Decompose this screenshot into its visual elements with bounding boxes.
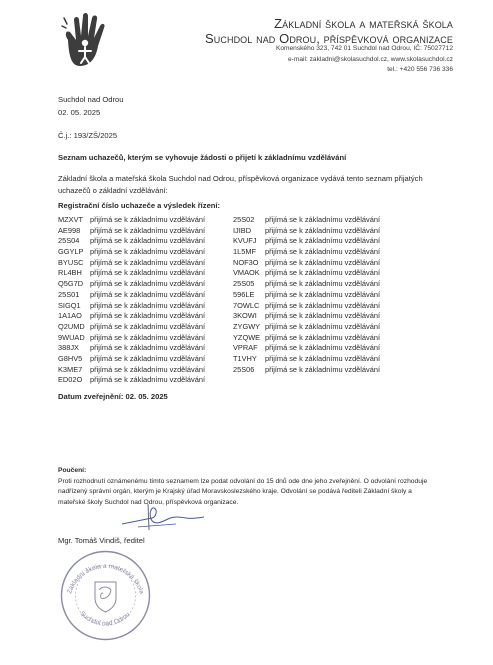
applicant-code: VMAOK	[233, 268, 260, 278]
signatory: Mgr. Tomáš Vindiš, ředitel	[58, 536, 145, 545]
applicant-result: přijímá se k základnímu vzdělávání	[90, 321, 206, 331]
applicant-result: přijímá se k základnímu vzdělávání	[90, 332, 206, 342]
applicant-row	[58, 268, 205, 279]
applicant-result: přijímá se k základnímu vzdělávání	[90, 364, 206, 374]
applicant-result: přijímá se k základnímu vzdělávání	[90, 225, 206, 235]
school-logo-hand-icon	[58, 10, 120, 72]
applicant-row	[58, 333, 205, 344]
applicant-row	[58, 226, 205, 237]
applicant-code: Q2UMD	[58, 321, 85, 331]
applicant-code: 25S06	[233, 364, 255, 374]
applicant-result: přijímá se k základnímu vzdělávání	[265, 343, 381, 353]
applicant-row	[58, 279, 205, 290]
notice-heading: Poučení:	[58, 467, 87, 474]
applicant-row	[233, 301, 380, 312]
applicant-code: YZQWE	[233, 332, 261, 342]
applicant-row	[233, 354, 380, 365]
applicant-result: přijímá se k základnímu vzdělávání	[265, 332, 381, 342]
applicant-code: 9WUAD	[58, 332, 85, 342]
applicant-code: 25S02	[233, 215, 255, 224]
school-contact	[276, 44, 453, 76]
applicant-code: ZYGWY	[233, 321, 261, 331]
document-heading: Seznam uchazečů, kterým se vyhovuje žádosti o přijetí k základnímu vzdělávání	[58, 153, 347, 162]
applicant-result: přijímá se k základnímu vzdělávání	[265, 364, 381, 374]
handwritten-signature	[118, 500, 208, 534]
applicant-code: K3ME7	[58, 364, 83, 374]
document-place: Suchdol nad Odrou	[58, 95, 124, 104]
applicant-result: přijímá se k základnímu vzdělávání	[90, 268, 206, 278]
applicant-row	[233, 236, 380, 247]
applicant-result: přijímá se k základnímu vzdělávání	[265, 257, 381, 267]
applicant-result: přijímá se k základnímu vzdělávání	[265, 268, 381, 278]
notice-text: Proti rozhodnutí oznámenému tímto seznamem lze podat odvolání do 15 dnů ode dne jeho zveřejnění. O odvolání rozhoduje nadřízený správní orgán, kterým je Krajský úřad Moravskoslezského kraje. Odvolání se podává řediteli Základní školy a mateřské školy Suchdol nad Odrou, příspěvková organizace.	[58, 477, 428, 506]
school-name	[205, 16, 453, 46]
applicant-code: BYUSC	[58, 257, 84, 267]
applicant-row	[58, 322, 205, 333]
applicant-row	[58, 311, 205, 322]
applicant-result: přijímá se k základnímu vzdělávání	[265, 236, 381, 246]
applicant-code: ED02O	[58, 375, 83, 385]
applicants-list-right	[233, 215, 380, 375]
applicant-code: 596LE	[233, 289, 255, 299]
applicant-row	[233, 322, 380, 333]
applicant-result: přijímá se k základnímu vzdělávání	[265, 279, 381, 289]
published-label: Datum zveřejnění:	[58, 392, 124, 401]
applicant-row	[233, 247, 380, 258]
school-stamp	[58, 548, 153, 643]
applicant-code: 1L5MF	[233, 247, 257, 257]
applicant-row	[58, 375, 205, 386]
published-date: 02. 05. 2025	[125, 392, 168, 401]
applicant-result: přijímá se k základnímu vzdělávání	[265, 289, 381, 299]
applicant-result: přijímá se k základnímu vzdělávání	[90, 353, 206, 363]
applicant-code: MZXVT	[58, 215, 84, 224]
svg-text:Základní škola a mateřská škol: Základní škola a mateřská škola	[66, 562, 145, 595]
published-date-line	[58, 392, 168, 401]
intro-paragraph: Základní škola a mateřská škola Suchdol nad Odrou, příspěvková organizace vydává tento seznam přijatých uchazečů o základní vzdělávání:	[58, 174, 423, 195]
applicant-code: SIGQ1	[58, 300, 81, 310]
applicant-row	[233, 226, 380, 237]
reference-number: Č.j.: 193/ZŠ/2025	[58, 131, 118, 140]
applicant-result: přijímá se k základnímu vzdělávání	[90, 375, 206, 385]
school-email: e-mail: zakladni@skolasuchdol.cz, www.skolasuchdol.cz	[287, 55, 453, 63]
applicant-result: přijímá se k základnímu vzdělávání	[265, 353, 381, 363]
applicant-code: 1A1AO	[58, 311, 82, 321]
applicant-result: přijímá se k základnímu vzdělávání	[265, 215, 381, 224]
applicant-row	[58, 365, 205, 376]
applicant-row	[233, 311, 380, 322]
applicant-result: přijímá se k základnímu vzdělávání	[265, 300, 381, 310]
applicants-list-left	[58, 215, 205, 386]
svg-text:Suchdol nad Odrou: Suchdol nad Odrou	[78, 610, 132, 628]
school-name-line2: Suchdol nad Odrou, příspěvková organizace	[205, 31, 453, 46]
school-phone: tel.: +420 556 736 336	[387, 66, 453, 73]
applicant-row	[233, 215, 380, 226]
applicant-result: přijímá se k základnímu vzdělávání	[265, 247, 381, 257]
applicant-result: přijímá se k základnímu vzdělávání	[90, 247, 206, 257]
applicant-row	[58, 247, 205, 258]
document-date: 02. 05. 2025	[58, 108, 101, 117]
applicant-code: G8HV5	[58, 353, 83, 363]
applicant-code: 388JX	[58, 343, 79, 353]
applicant-code: 25S05	[233, 279, 255, 289]
applicant-row	[233, 365, 380, 376]
applicant-code: 25S01	[58, 289, 80, 299]
list-heading: Registrační číslo uchazeče a výsledek řízení:	[58, 201, 221, 210]
applicant-row	[233, 333, 380, 344]
applicant-row	[58, 343, 205, 354]
applicant-code: Q5G7D	[58, 279, 84, 289]
applicant-code: KVUFJ	[233, 236, 257, 246]
applicant-row	[58, 215, 205, 226]
applicant-code: IJIBD	[233, 225, 252, 235]
applicant-row	[233, 279, 380, 290]
applicant-result: přijímá se k základnímu vzdělávání	[90, 300, 206, 310]
applicant-row	[58, 236, 205, 247]
applicant-result: přijímá se k základnímu vzdělávání	[90, 343, 206, 353]
applicant-code: AE998	[58, 225, 81, 235]
applicant-result: přijímá se k základnímu vzdělávání	[90, 257, 206, 267]
applicant-result: přijímá se k základnímu vzdělávání	[265, 225, 381, 235]
applicant-result: přijímá se k základnímu vzdělávání	[90, 289, 206, 299]
school-address: Komenského 323, 742 01 Suchdol nad Odrou, IČ: 75027712	[275, 45, 453, 52]
applicant-code: 7OWLC	[233, 300, 260, 310]
applicant-code: NOF3O	[233, 257, 259, 267]
applicant-code: 3KOWI	[233, 311, 257, 321]
applicant-row	[58, 290, 205, 301]
applicant-result: přijímá se k základnímu vzdělávání	[265, 311, 381, 321]
applicant-code: T1VHY	[233, 353, 257, 363]
applicant-row	[233, 258, 380, 269]
applicant-row	[233, 268, 380, 279]
applicant-row	[58, 354, 205, 365]
applicant-code: GGYLP	[58, 247, 84, 257]
school-name-line1: Základní škola a mateřská škola	[274, 16, 453, 31]
applicant-row	[58, 258, 205, 269]
applicant-row	[58, 301, 205, 312]
applicant-code: 25S04	[58, 236, 80, 246]
applicant-code: VPRAF	[233, 343, 258, 353]
notice-block	[58, 466, 438, 508]
applicant-result: přijímá se k základnímu vzdělávání	[90, 279, 206, 289]
applicant-row	[233, 290, 380, 301]
applicant-result: přijímá se k základnímu vzdělávání	[90, 236, 206, 246]
applicant-result: přijímá se k základnímu vzdělávání	[265, 321, 381, 331]
applicant-code: RL4BH	[58, 268, 82, 278]
applicant-result: přijímá se k základnímu vzdělávání	[90, 311, 206, 321]
applicant-result: přijímá se k základnímu vzdělávání	[90, 215, 206, 224]
applicant-row	[233, 343, 380, 354]
